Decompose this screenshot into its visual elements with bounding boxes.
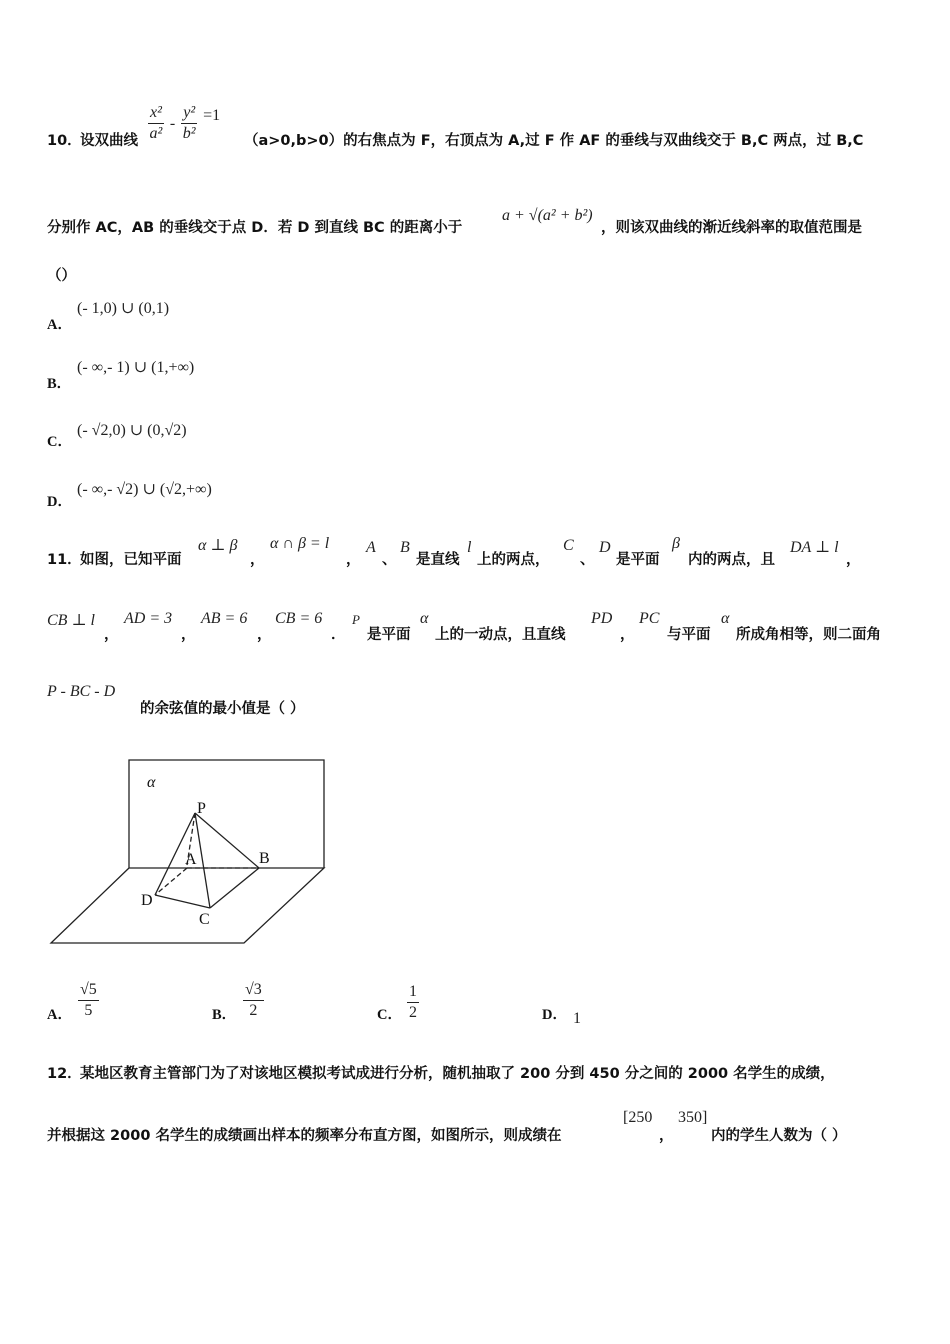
q12-text-line1: 某地区教育主管部门为了对该地区模拟考试成进行分析，随机抽取了 200 分到 450 分之间的 2000 名学生的成绩， bbox=[80, 1066, 835, 1082]
q11-text-3: 上的两点， bbox=[477, 552, 550, 568]
q11-math-cb-perp: CB ⊥ l bbox=[47, 612, 95, 629]
q11-period: ． bbox=[331, 627, 346, 643]
q11-math-ab: AB = 6 bbox=[201, 610, 248, 627]
q12-text-line2b: 内的学生人数为（ ） bbox=[711, 1128, 847, 1144]
q12-text-line2a: 并根据这 2000 名学生的成绩画出样本的频率分布直方图，如图所示，则成绩在 bbox=[47, 1128, 562, 1144]
q11-number: 11． bbox=[47, 552, 82, 568]
q11-math-da-perp: DA ⊥ l bbox=[790, 539, 839, 556]
q11-text-6: 是平面 bbox=[367, 627, 411, 643]
q10-text-line2a: 分别作 AC，AB 的垂线交于点 D．若 D 到直线 BC 的距离小于 bbox=[47, 220, 463, 236]
edge-ad bbox=[155, 868, 187, 895]
edge-pb bbox=[195, 813, 259, 868]
q11-text-9: 所成角相等，则二面角 bbox=[736, 627, 881, 643]
q11-comma-6: ， bbox=[257, 627, 272, 643]
q11-text-10: 的余弦值的最小值是（ ） bbox=[140, 701, 305, 717]
q10-frac-x: $\frac{\text{x²}}{\text{a²}}$ bbox=[149, 104, 163, 142]
q11-comma-5: ， bbox=[181, 627, 196, 643]
q11-math-A: A bbox=[366, 539, 376, 556]
q11-math-intersect: α ∩ β = l bbox=[270, 535, 330, 552]
q11-math-P: P bbox=[352, 612, 360, 627]
label-p: P bbox=[197, 800, 206, 817]
q11-dun-2: 、 bbox=[580, 552, 595, 568]
q12-number: 12． bbox=[47, 1066, 82, 1082]
q10-option-a-label: A． bbox=[47, 317, 72, 333]
q10-text-line1: （a>0,b>0）的右焦点为 F，右顶点为 A,过 F 作 AF 的垂线与双曲线交于 B,C 两点，过 B,C bbox=[244, 133, 864, 149]
q10-option-c-label: C． bbox=[47, 434, 72, 450]
q11-option-d-value: 1 bbox=[573, 1010, 581, 1027]
q11-dun-1: 、 bbox=[382, 552, 397, 568]
q11-math-dihedral: P - BC - D bbox=[47, 683, 116, 700]
q10-prefix: 设双曲线 bbox=[80, 133, 138, 149]
q12-interval-right: 350] bbox=[678, 1109, 708, 1126]
q11-option-c-fraction: $\frac{1}{2}$ bbox=[409, 983, 417, 1021]
q11-math-alpha-2: α bbox=[721, 610, 730, 627]
q10-answer-paren: （） bbox=[47, 268, 76, 284]
q11-math-B: B bbox=[400, 539, 410, 556]
edge-dc bbox=[155, 895, 210, 908]
q11-text-8: 与平面 bbox=[667, 627, 711, 643]
q11-text-5: 内的两点，且 bbox=[688, 552, 775, 568]
q11-comma-2: ， bbox=[346, 552, 361, 568]
label-d: D bbox=[141, 892, 153, 909]
q11-comma-8: ， bbox=[620, 627, 635, 643]
q11-math-cb: CB = 6 bbox=[275, 610, 323, 627]
q10-option-d-label: D． bbox=[47, 494, 72, 510]
q11-math-pc: PC bbox=[639, 610, 660, 627]
label-a: A bbox=[185, 851, 197, 868]
q10-distance-expr: a + √(a² + b²) bbox=[502, 207, 593, 224]
q11-comma-3: ， bbox=[846, 552, 861, 568]
q12-interval-comma: ， bbox=[659, 1128, 674, 1144]
q11-text-2: 是直线 bbox=[416, 552, 460, 568]
q11-option-c-label: C． bbox=[377, 1007, 402, 1023]
edge-cb bbox=[210, 868, 259, 908]
label-b: B bbox=[259, 850, 270, 867]
q11-option-b-label: B． bbox=[212, 1007, 237, 1023]
q10-equation: $\frac{\text{x²}}{\text{a²}}$ - $\frac{\text{y²}}{\text{b²}}$ =1 bbox=[149, 104, 221, 142]
q11-math-D: D bbox=[599, 539, 611, 556]
q11-option-a-fraction: $\frac{√5}{5}$ bbox=[80, 981, 97, 1019]
q11-text-7: 上的一动点，且直线 bbox=[435, 627, 566, 643]
plane-alpha-outline bbox=[129, 760, 324, 868]
edge-pc bbox=[195, 813, 210, 908]
q11-math-beta: β bbox=[672, 535, 680, 552]
q10-option-b-label: B． bbox=[47, 376, 72, 392]
q10-option-c-value: (- √2,0) ∪ (0,√2) bbox=[77, 422, 187, 439]
label-c: C bbox=[199, 911, 210, 928]
q10-number: 10． bbox=[47, 133, 82, 149]
q11-math-ad: AD = 3 bbox=[124, 610, 173, 627]
q11-math-pd: PD bbox=[591, 610, 613, 627]
q11-math-perp: α ⊥ β bbox=[198, 537, 238, 554]
q10-option-a-value: (- 1,0) ∪ (0,1) bbox=[77, 300, 170, 317]
q11-math-alpha: α bbox=[420, 610, 429, 627]
q10-option-d-value: (- ∞,- √2) ∪ (√2,+∞) bbox=[77, 481, 212, 498]
q10-option-b-value: (- ∞,- 1) ∪ (1,+∞) bbox=[77, 359, 195, 376]
q11-math-l: l bbox=[467, 539, 472, 556]
q10-frac-y: $\frac{\text{y²}}{\text{b²}}$ bbox=[182, 104, 196, 142]
plane-beta-outline bbox=[51, 868, 324, 943]
q11-math-C: C bbox=[563, 537, 574, 554]
q11-text-1: 如图，已知平面 bbox=[80, 552, 182, 568]
q10-text-line2b: ，则该双曲线的渐近线斜率的取值范围是 bbox=[601, 220, 862, 236]
q11-text-4: 是平面 bbox=[616, 552, 660, 568]
q11-option-b-fraction: $\frac{√3}{2}$ bbox=[245, 981, 262, 1019]
q11-option-a-label: A． bbox=[47, 1007, 72, 1023]
q11-option-d-label: D． bbox=[542, 1007, 567, 1023]
q11-geometry-figure bbox=[45, 755, 345, 955]
q12-interval-left: [250 bbox=[623, 1109, 653, 1126]
label-alpha: α bbox=[147, 774, 156, 791]
q11-comma-4: ， bbox=[104, 627, 119, 643]
q11-comma-1: ， bbox=[250, 552, 265, 568]
